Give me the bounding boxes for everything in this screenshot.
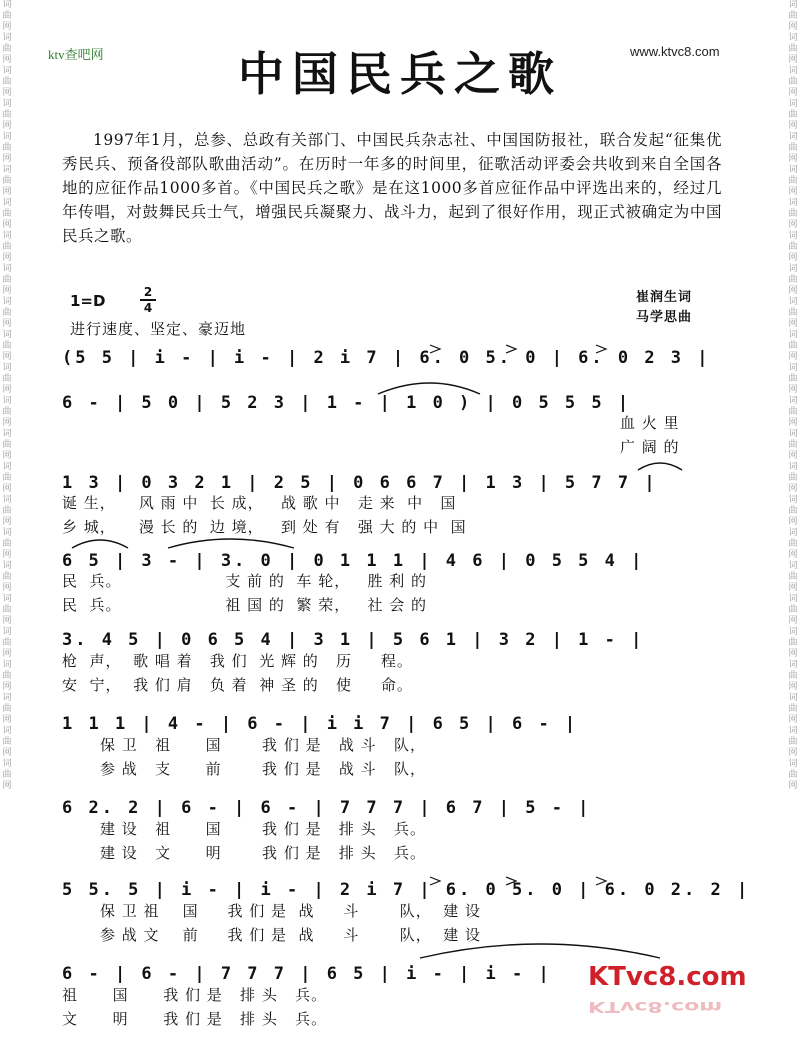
lyric-verse2: 广 阔 的 — [620, 438, 680, 456]
notation: 6 2. 2 | 6 - | 6 - | 7 7 7 | 6 7 | 5 - | — [62, 798, 592, 818]
brand-url: www.ktvc8.com — [630, 44, 720, 59]
lyricist-credit: 崔润生词 — [636, 290, 693, 305]
lyric-verse1: 保 卫 祖 国 我 们 是 战 斗 队， 建 设 — [100, 902, 482, 920]
tie-arc — [420, 944, 660, 958]
lyric-verse1: 民 兵。 支 前 的 车 轮， 胜 利 的 — [62, 572, 428, 590]
watermark-logo: KTvc8.com — [588, 962, 747, 992]
lyric-verse2: 乡 城， 漫 长 的 边 境， 到 处 有 强 大 的 中 国 — [62, 518, 467, 536]
lyric-verse1: 祖 国 我 们 是 排 头 兵。 — [62, 986, 328, 1004]
tie-arc — [72, 540, 128, 548]
notation: 1 1 1 | 4 - | 6 - | i i 7 | 6 5 | 6 - | — [62, 714, 579, 734]
lyric-verse2: 民 兵。 祖 国 的 繁 荣， 社 会 的 — [62, 596, 428, 614]
notation: 3. 4 5 | 0 6 5 4 | 3 1 | 5 6 1 | 3 2 | 1 - | — [62, 630, 645, 650]
tie-arc — [638, 463, 682, 470]
intro-paragraph: 1997年1月，总参、总政有关部门、中国民兵杂志社、中国国防报社，联合发起“征集优秀民兵、预备役部队歌曲活动”。在历时一年多的时间里，征歌活动评委会共收到来自全国各地的应征作品1000多首。《中国民兵之歌》是在这1000多首应征作品中评选出来的，经过几年传唱，对鼓舞民兵士气，增强民兵凝聚力、战斗力，起到了很好作用，现正式被确定为中国民兵之歌。 — [62, 131, 722, 245]
tie-arc — [168, 539, 294, 548]
page-title: 中国民兵之歌 — [238, 47, 562, 101]
side-watermark-right: 词 曲 网 词 曲 网 词 曲 网 词 曲 网 词 曲 网 词 曲 网 词 曲 网 词 曲 网 词 曲 网 词 曲 网 词 曲 网 词 曲 网 词 曲 网 词 曲 网 词 曲 网 词 曲 网 词 曲 网 词 曲 网 词 曲 网 词 曲 网 词 曲 网 词 曲 网 词 曲 网 词 曲 网 — [788, 0, 798, 791]
lyric-verse2: 建 设 文 明 我 们 是 排 头 兵。 — [100, 844, 426, 862]
notation: 6 5 | 3 - | 3. 0 | 0 1 1 1 | 4 6 | 0 5 5 4 | — [62, 551, 645, 571]
lyric-verse1: 诞 生， 风 雨 中 长 成， 战 歌 中 走 来 中 国 — [62, 494, 457, 512]
lyric-verse2: 安 宁， 我 们 肩 负 着 神 圣 的 使 命。 — [62, 676, 413, 694]
score-line-1 — [62, 348, 742, 374]
key-signature: 1=D — [70, 292, 106, 310]
notation: (5 5 | i - | i - | 2 i 7 | 6. 0 5. 0 | 6. 0 2 3 | — [62, 348, 711, 368]
lyric-verse1: 保 卫 祖 国 我 们 是 战 斗 队， — [100, 736, 426, 754]
time-signature-bottom: 4 — [143, 300, 153, 315]
notation: 1 3 | 0 3 2 1 | 2 5 | 0 6 6 7 | 1 3 | 5 7 7 | — [62, 473, 658, 493]
brand-logo-left: ktv查吧网 — [48, 47, 104, 62]
side-watermark-left: 词 曲 网 词 曲 网 词 曲 网 词 曲 网 词 曲 网 词 曲 网 词 曲 网 词 曲 网 词 曲 网 词 曲 网 词 曲 网 词 曲 网 词 曲 网 词 曲 网 词 曲 网 词 曲 网 词 曲 网 词 曲 网 词 曲 网 词 曲 网 词 曲 网 词 曲 网 词 曲 网 词 曲 网 — [2, 0, 12, 791]
time-signature-top: 2 — [143, 285, 153, 299]
lyric-verse2: 参 战 文 前 我 们 是 战 斗 队， 建 设 — [100, 926, 482, 944]
lyric-verse1: 建 设 祖 国 我 们 是 排 头 兵。 — [100, 820, 426, 838]
lyric-verse2: 文 明 我 们 是 排 头 兵。 — [62, 1010, 328, 1028]
lyric-verse1: 血 火 里 — [620, 414, 680, 432]
watermark-reflection: KTvc8.com — [588, 997, 723, 1016]
time-signature — [140, 286, 156, 314]
lyric-verse1: 枪 声， 歌 唱 着 我 们 光 辉 的 历 程。 — [62, 652, 413, 670]
notation: 6 - | 5 0 | 5 2 3 | 1 - | 1 0 ) | 0 5 5 5 | — [62, 393, 632, 413]
notation: 6 - | 6 - | 7 7 7 | 6 5 | i - | i - | — [62, 964, 552, 984]
lyric-verse2: 参 战 支 前 我 们 是 战 斗 队， — [100, 760, 426, 778]
tempo-marking: 进行速度、坚定、豪迈地 — [70, 320, 247, 338]
composer-credit: 马学思曲 — [636, 310, 693, 325]
notation: 5 5. 5 | i - | i - | 2 i 7 | 6. 0 5. 0 | 6. 0 2. 2 | — [62, 880, 751, 900]
